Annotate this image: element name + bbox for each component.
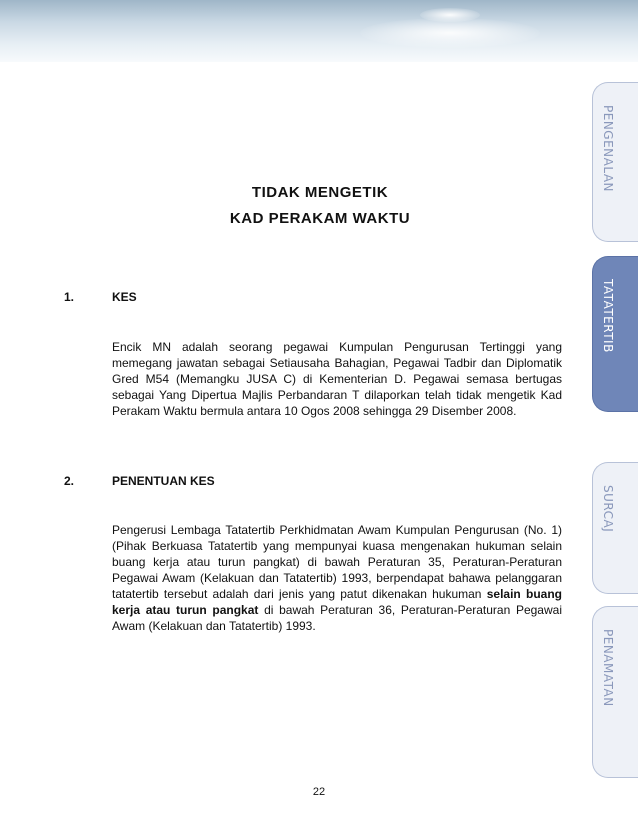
tab-pengenalan[interactable] bbox=[592, 82, 638, 242]
tab-surcaj-label: SURCAJ bbox=[601, 485, 615, 533]
tab-tatatertib-label: TATATERTIB bbox=[601, 279, 615, 353]
page-title-line1: TIDAK MENGETIK bbox=[251, 184, 389, 201]
section-1-number: 1. bbox=[64, 290, 75, 304]
page-title-line2: KAD PERAKAM WAKTU bbox=[229, 210, 411, 227]
section-2-heading: PENENTUAN KES bbox=[112, 474, 215, 488]
tab-tatatertib[interactable] bbox=[592, 256, 638, 412]
header-banner bbox=[0, 0, 638, 62]
section-2-body bbox=[112, 522, 562, 634]
section-1-heading: KES bbox=[112, 290, 137, 304]
section-2-body-part1: Pengerusi Lembaga Tatatertib Perkhidmatan Awam Kumpulan Pengurusan (No. 1) (Pihak Berkuasa Tatatertib yang mempunyai kuasa mengenakan hukuman selain buang kerja atau turun pangkat) di bawah Peraturan 35, Peraturan-Peraturan Pegawai Awam (Kelakuan dan Tatatertib) 1993, berpendapat bahawa pelanggaran tatatertib tersebut adalah dari jenis yang patut dikenakan hukuman bbox=[112, 523, 562, 601]
section-1-body: Encik MN adalah seorang pegawai Kumpulan Pengurusan Tertinggi yang memegang jawatan sebagai Setiausaha Bahagian, Pegawai Tadbir dan Diplomatik Gred M54 (Memangku JUSA C) di Kementerian D. Pegawai semasa bertugas sebagai Yang Dipertua Majlis Perbandaran T dilaporkan telah tidak mengetik Kad Perakam Waktu bermula antara 10 Ogos 2008 sehingga 29 Disember 2008. bbox=[112, 340, 562, 418]
tab-penamatan-label: PENAMATAN bbox=[601, 629, 615, 707]
water-ripple-decoration bbox=[360, 18, 540, 48]
tab-penamatan[interactable] bbox=[592, 606, 638, 778]
tab-surcaj[interactable] bbox=[592, 462, 638, 594]
section-2-body-bold: selain buang kerja atau turun pangkat bbox=[112, 587, 562, 617]
water-drop-decoration bbox=[420, 8, 480, 22]
section-2-body-part2: di bawah Peraturan 36, Peraturan-Peraturan Pegawai Awam (Kelakuan dan Tatatertib) 1993. bbox=[112, 603, 562, 633]
tab-pengenalan-label: PENGENALAN bbox=[601, 105, 615, 193]
section-2-number: 2. bbox=[64, 474, 75, 488]
page-number: 22 bbox=[312, 786, 326, 798]
